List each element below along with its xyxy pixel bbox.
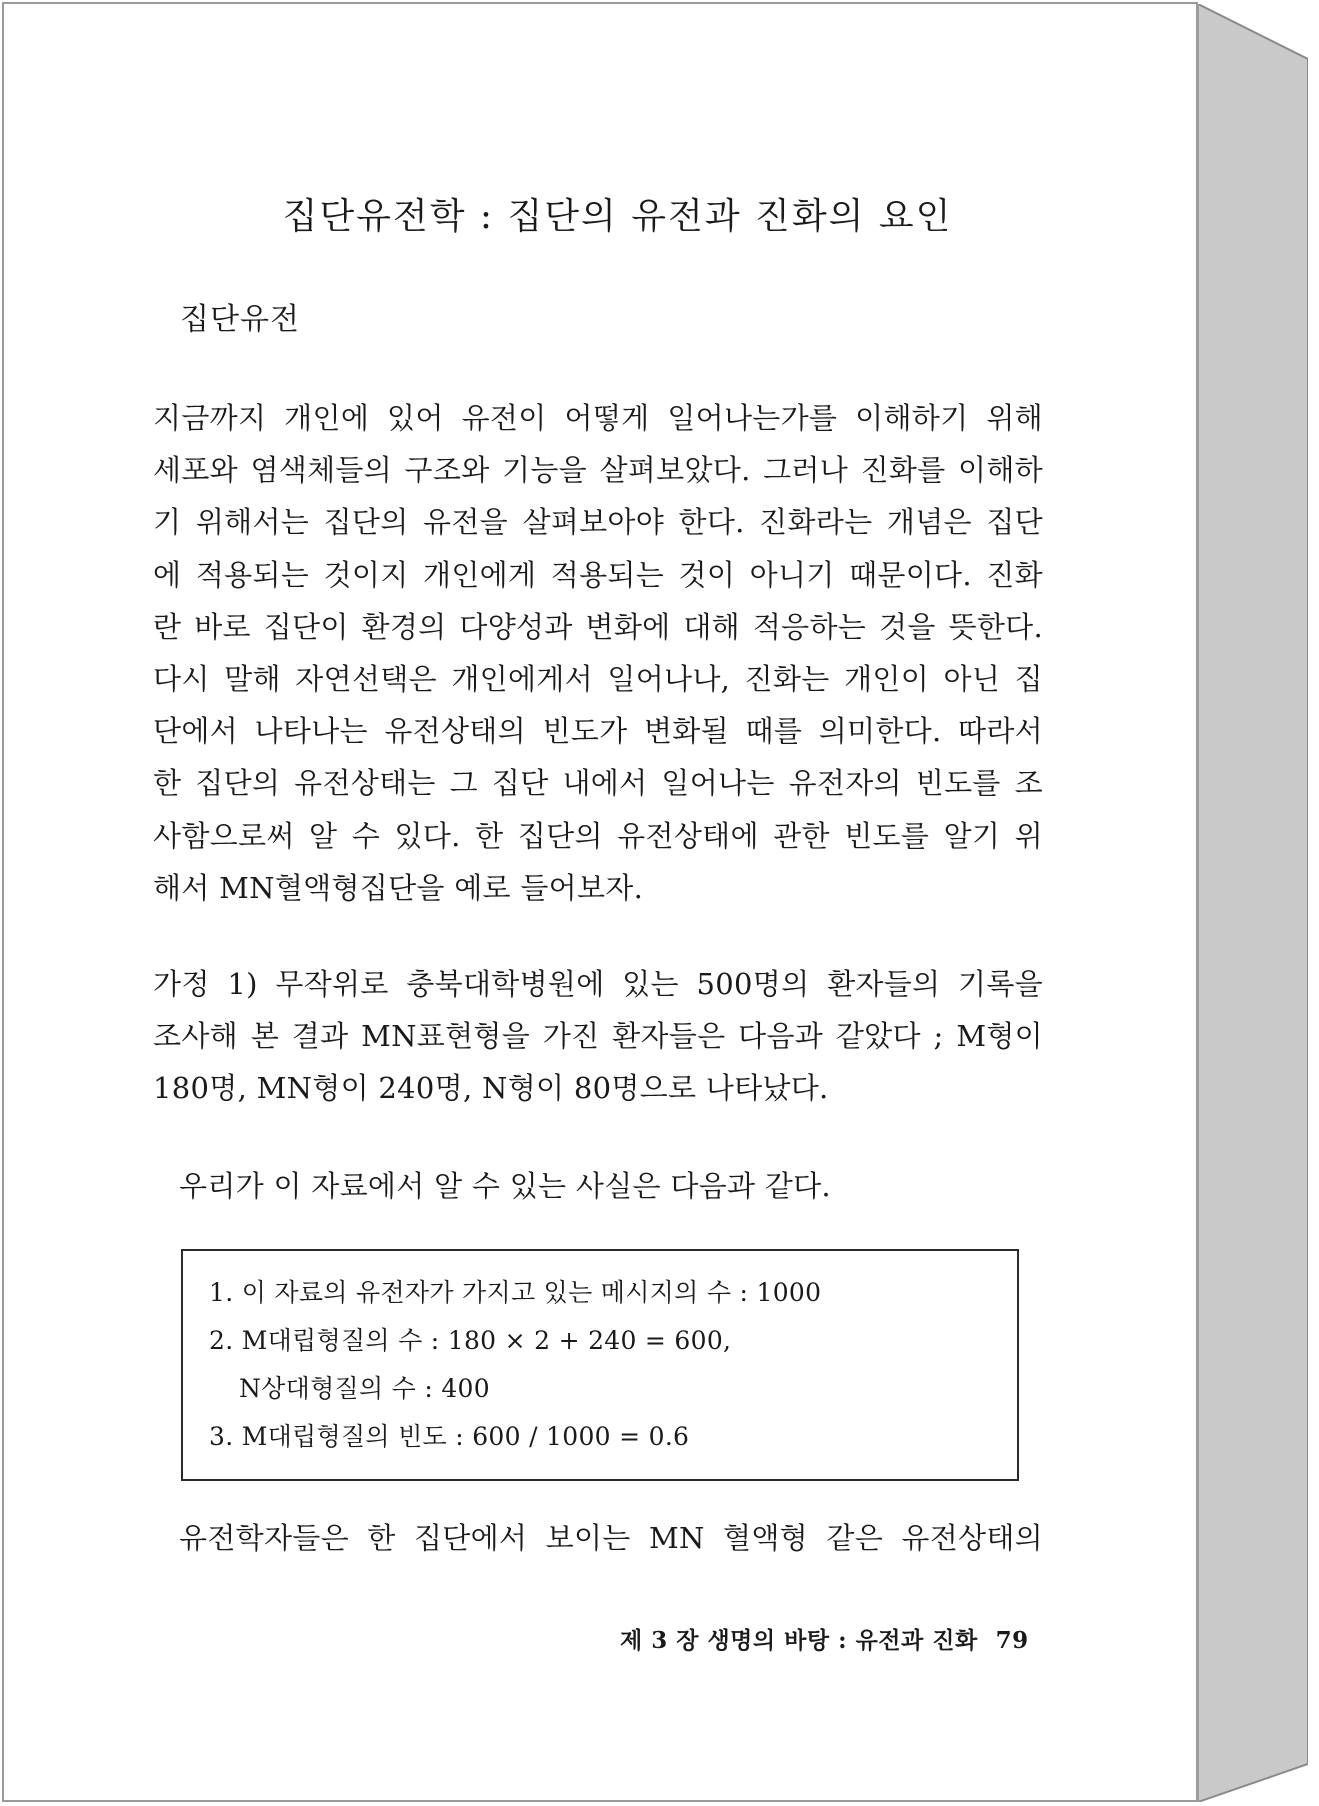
section-heading: 집단유전 [180,302,300,337]
text-line: 조사해 본 결과 MN표현형을 가진 환자들은 다음과 같았다 ; M형이 [153,1019,1043,1054]
body-paragraph-2 [153,958,1043,1115]
body-paragraph-1 [153,392,1043,914]
text-line: 지금까지 개인에 있어 유전이 어떻게 일어나는가를 이해하기 위해 [153,401,1043,435]
body-paragraph-3 [153,1160,1043,1212]
list-item: 1. 이 자료의 유전자가 가지고 있는 메시지의 수 : 1000 [209,1278,822,1307]
text-line: 유전학자들은 한 집단에서 보이는 MN 혈액형 같은 유전상태의 [179,1521,1043,1555]
list-item: N상대형질의 수 : 400 [239,1374,490,1403]
text-line: 180명, MN형이 240명, N형이 80명으로 나타났다. [153,1071,829,1106]
text-line: 세포와 염색체들의 구조와 기능을 살펴보았다. 그러나 진화를 이해하 [153,453,1043,488]
summary-list [209,1269,821,1461]
text-line: 란 바로 집단이 환경의 다양성과 변화에 대해 적응하는 것을 뜻한다. [153,609,1043,644]
list-item: 3. M대립형질의 빈도 : 600 / 1000 = 0.6 [209,1422,690,1451]
text-line: 우리가 이 자료에서 알 수 있는 사실은 다음과 같다. [179,1169,831,1203]
body-paragraph-4 [153,1512,1043,1564]
text-line: 기 위해서는 집단의 유전을 살펴보아야 한다. 진화라는 개념은 집단 [153,505,1043,540]
text-line: 해서 MN혈액형집단을 예로 들어보자. [153,870,644,905]
list-item: 2. M대립형질의 수 : 180 × 2 + 240 = 600, [209,1326,732,1355]
book-side-edge [1198,4,1308,1802]
summary-box [181,1249,1019,1481]
text-line: 사함으로써 알 수 있다. 한 집단의 유전상태에 관한 빈도를 알기 위 [153,818,1043,853]
text-line: 가정 1) 무작위로 충북대학병원에 있는 500명의 환자들의 기록을 [153,967,1043,1001]
page-title: 집단유전학 : 집단의 유전과 진화의 요인 [282,196,953,237]
running-head: 제 3 장 생명의 바탕 : 유전과 진화 [620,1627,978,1654]
text-line: 한 집단의 유전상태는 그 집단 내에서 일어나는 유전자의 빈도를 조 [153,766,1043,801]
text-line: 다시 말해 자연선택은 개인에게서 일어나나, 진화는 개인이 아닌 집 [153,662,1043,697]
text-line: 에 적용되는 것이지 개인에게 적용되는 것이 아니기 때문이다. 진화 [153,557,1043,592]
page-number: 79 [995,1627,1029,1654]
text-line: 단에서 나타나는 유전상태의 빈도가 변화될 때를 의미한다. 따라서 [153,714,1043,749]
page-footer [620,1622,1029,1655]
